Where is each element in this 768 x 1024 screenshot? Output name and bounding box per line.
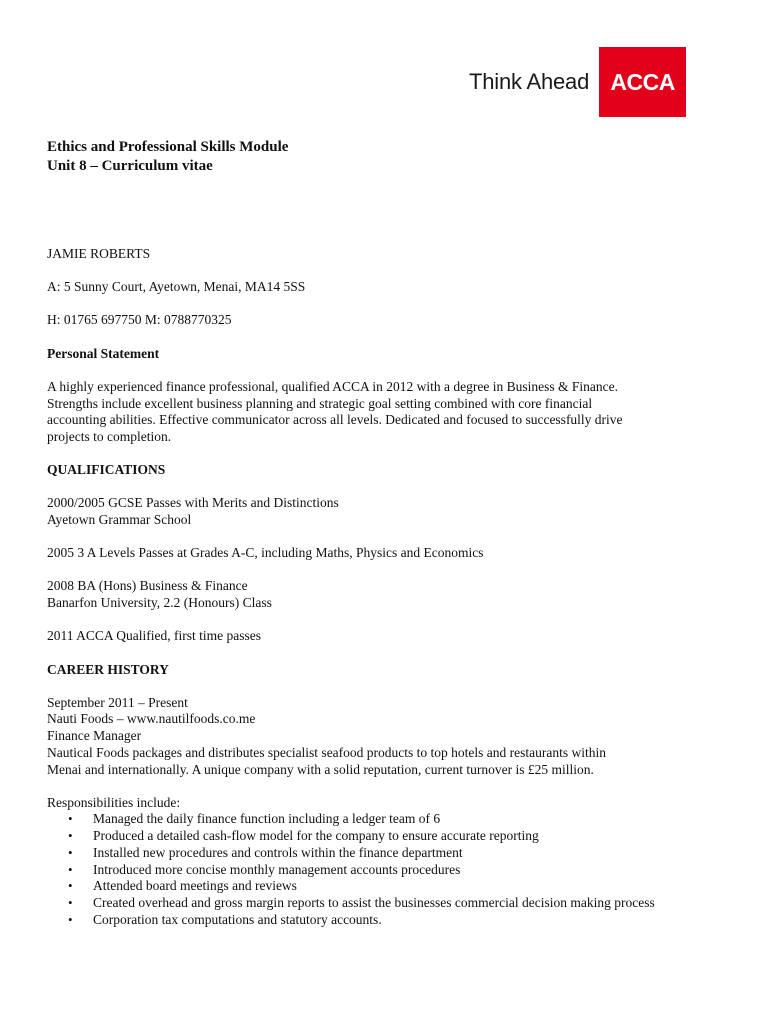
cv-name: JAMIE ROBERTS	[47, 246, 151, 261]
statement-line: accounting abilities. Effective communicator across all levels. Dedicated and focused to successfully drive	[47, 412, 623, 428]
qualification-line: Banarfon University, 2.2 (Honours) Class	[47, 595, 272, 611]
list-item: • Attended board meetings and reviews	[47, 878, 727, 895]
career-period: September 2011 – Present	[47, 694, 188, 710]
list-item: • Corporation tax computations and statutory accounts.	[47, 912, 727, 929]
module-title	[47, 138, 288, 176]
logo-tagline: Think Ahead	[469, 69, 590, 94]
responsibilities-heading: Responsibilities include:	[47, 794, 181, 810]
qualification-entry	[47, 628, 727, 645]
responsibilities-list	[47, 811, 727, 928]
qualification-line: Ayetown Grammar School	[47, 512, 192, 528]
career-heading: CAREER HISTORY	[47, 661, 169, 677]
module-title-line1: Ethics and Professional Skills Module	[47, 139, 289, 155]
personal-statement-heading: Personal Statement	[47, 345, 160, 361]
list-item: • Managed the daily finance function including a ledger team of 6	[47, 811, 727, 828]
career-entry	[47, 695, 727, 779]
acca-logo-box	[599, 47, 686, 117]
qualification-line: 2008 BA (Hons) Business & Finance	[47, 578, 248, 594]
cv-body	[47, 246, 727, 928]
statement-line: Strengths include excellent business planning and strategic goal setting combined with core financial	[47, 395, 593, 411]
qualifications-heading: QUALIFICATIONS	[47, 462, 166, 478]
statement-line: projects to completion.	[47, 428, 172, 444]
acca-logo	[469, 47, 686, 117]
acca-logo-text: ACCA	[610, 68, 675, 95]
qualification-entry	[47, 578, 727, 611]
statement-line: A highly experienced finance professional, qualified ACCA in 2012 with a degree in Business & Finance.	[47, 378, 619, 394]
cv-phones: H: 01765 697750 M: 0788770325	[47, 312, 232, 328]
list-item: • Introduced more concise monthly management accounts procedures	[47, 862, 727, 879]
qualification-entry	[47, 495, 727, 528]
cv-address: A: 5 Sunny Court, Ayetown, Menai, MA14 5SS	[47, 279, 306, 295]
career-description-line: Menai and internationally. A unique company with a solid reputation, current turnover is £25 million.	[47, 761, 594, 777]
qualification-line: 2000/2005 GCSE Passes with Merits and Distinctions	[47, 495, 339, 511]
list-item: • Produced a detailed cash-flow model for the company to ensure accurate reporting	[47, 828, 727, 845]
list-item: • Created overhead and gross margin reports to assist the businesses commercial decision making process	[47, 895, 688, 912]
qualification-line: 2011 ACCA Qualified, first time passes	[47, 628, 261, 644]
career-description-line: Nautical Foods packages and distributes specialist seafood products to top hotels and restaurants within	[47, 744, 607, 760]
qualification-entry	[47, 545, 727, 562]
module-title-line2: Unit 8 – Curriculum vitae	[47, 158, 213, 174]
career-role: Finance Manager	[47, 728, 142, 744]
qualification-line: 2005 3 A Levels Passes at Grades A-C, including Maths, Physics and Economics	[47, 545, 484, 561]
personal-statement-text	[47, 379, 727, 446]
list-item: • Installed new procedures and controls within the finance department	[47, 845, 727, 862]
career-company: Nauti Foods – www.nautilfoods.co.me	[47, 711, 256, 727]
